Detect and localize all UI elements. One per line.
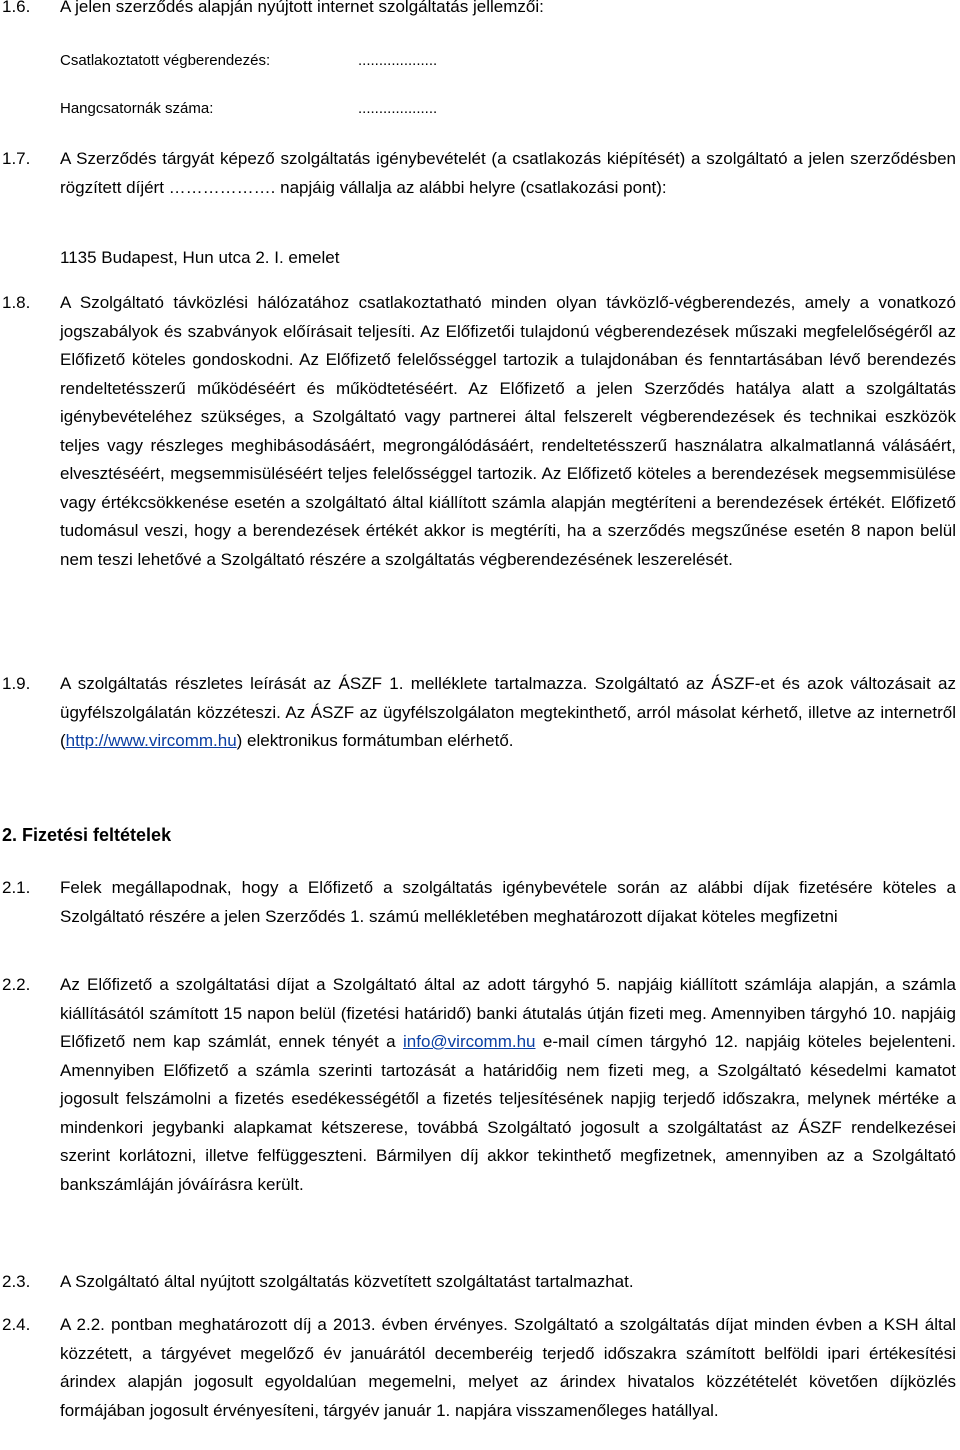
field-voice-channels: [60, 99, 438, 119]
text-part: e-mail címen tárgyhó 12. napjáig köteles bejelenteni. Amennyiben Előfizető a számla szerinti tartozását a határidőig nem fizeti meg, a Szolgáltató késedelmi kamatot jogosult felszámolni a fizetés esedékességétől a fizetés teljesítésének napjig terjedő időszakra, melynek mértéke a mindenkori jegybanki alapkamat kétszerese, továbbá Szolgáltató jogosult a szolgáltatást az ÁSZF rendelkezései szerint korlátozni, illetve felfüggeszteni. Bármilyen díj akkor tekinthető megfizetnek, amennyiben az a Szolgáltató bankszámláján jóváírásra került.: [60, 1032, 957, 1194]
field-label: Hangcsatornák száma:: [60, 100, 214, 117]
section-number: 2.2.: [2, 975, 31, 994]
section-number: 2.4.: [2, 1315, 31, 1334]
connection-address: 1135 Budapest, Hun utca 2. I. emelet: [60, 248, 340, 267]
blank-dots: ……………….: [168, 177, 276, 197]
field-value: ...................: [358, 52, 438, 69]
text-part: ) elektronikus formátumban elérhető.: [236, 731, 514, 750]
section-number: 1.8.: [2, 293, 31, 312]
section-text: A Szolgáltató által nyújtott szolgáltatás közvetített szolgáltatást tartalmazhat.: [60, 1272, 634, 1291]
heading-payment-terms: 2. Fizetési feltételek: [2, 825, 172, 845]
field-connected-terminal: [60, 51, 438, 71]
section-number: 2.1.: [2, 878, 31, 897]
text-part: A szolgáltatás részletes leírását az ÁSZF 1. melléklete tartalmazza. Szolgáltató az ÁSZF-et és azok változásait az ügyfélszolgálatán közzéteszi. Az ÁSZF az ügyfélszolgálaton megtekinthető, arról másolat kérhető, illetve az internetről (: [60, 674, 956, 750]
text-part: Az Előfizető a szolgáltatási díjat a Szolgáltató által az adott tárgyhó 5. napjáig kiállított számlája alapján, a számla kiállításától számított 15 napon belül (fizetési határidő) banki átutalás útján fizeti meg. Amennyiben tárgyhó 10. napjáig Előfizető nem kap számlát, ennek tényét a: [60, 975, 956, 1051]
field-value: ...................: [358, 100, 438, 117]
text-part: napjáig vállalja az alábbi helyre (csatlakozási pont):: [280, 177, 667, 197]
section-text: A 2.2. pontban meghatározott díj a 2013. évben érvényes. Szolgáltató a szolgáltatás díjat minden évben a KSH által közzétett, a tárgyévet megelőző év januárától decemberéig terjedő időszakra számított belföldi ipari értékesítési árindex alapján jogosult egyoldalúan megemelni, melyet az árindex hivatalos közzétételét követően díjközlés formájában jogosult érvényesíteni, tárgyév január 1. napjára visszamenőleges hatállyal.: [60, 1315, 956, 1420]
section-text: A Szolgáltató távközlési hálózatához csatlakoztatható minden olyan távközlő-végberendezés, amely a vonatkozó jogszabályok és szabványok előírásait teljesíti. Az Előfizetői tulajdonú végberendezések műszaki megfelelőségéről az Előfizető köteles gondoskodni. Az Előfizető felelősséggel tartozik a tulajdonában és fenntartásában lévő berendezés rendeltetésszerű működéséért és működtetéséért. Az Előfizető a jelen Szerződés hatálya alatt a szolgáltatás igénybevételéhez szükséges, a Szolgáltató vagy partnerei által felszerelt végberendezések és technikai eszközök teljes vagy részleges meghibásodásáért, megrongálódásáért, rendeltetésszerű használatra alkalmatlanná válásáért, elvesztéséért, megsemmisüléséért teljes felelősséggel tartozik. Az Előfizető köteles a berendezések megsemmisülése vagy értékcsökkenése esetén a szolgáltató által kiállított számla alapján megtéríteni a berendezések értékét. Előfizető tudomásul veszi, hogy a berendezések értékét akkor is megtéríti, ha a szerződés megszűnése esetén 8 napon belül nem teszi lehetővé a Szolgáltató részére a szolgáltatás végberendezésének leszerelését.: [60, 293, 956, 569]
section-text: Felek megállapodnak, hogy a Előfizető a szolgáltatás igénybevétele során az alábbi díjak fizetésére köteles a Szolgáltató részére a jelen Szerződés 1. számú mellékletében meghatározott díjakat köteles megfizetni: [60, 878, 956, 926]
website-link[interactable]: http://www.vircomm.hu: [65, 731, 237, 750]
section-text: [60, 971, 956, 1199]
section-number: 2.3.: [2, 1272, 31, 1291]
section-title: A jelen szerződés alapján nyújtott internet szolgáltatás jellemzői:: [60, 0, 544, 16]
section-number: 1.9.: [2, 674, 31, 693]
section-number: 1.7.: [2, 149, 31, 168]
email-link[interactable]: info@vircomm.hu: [403, 1032, 536, 1051]
section-text: [60, 145, 956, 202]
field-label: Csatlakoztatott végberendezés:: [60, 52, 271, 69]
section-number: 1.6.: [2, 0, 31, 16]
section-text: [60, 670, 956, 756]
text-part: A Szerződés tárgyát képező szolgáltatás igénybevételét (a csatlakozás kiépítését) a szolgáltató a jelen szerződésben rögzített díjért: [60, 149, 956, 197]
